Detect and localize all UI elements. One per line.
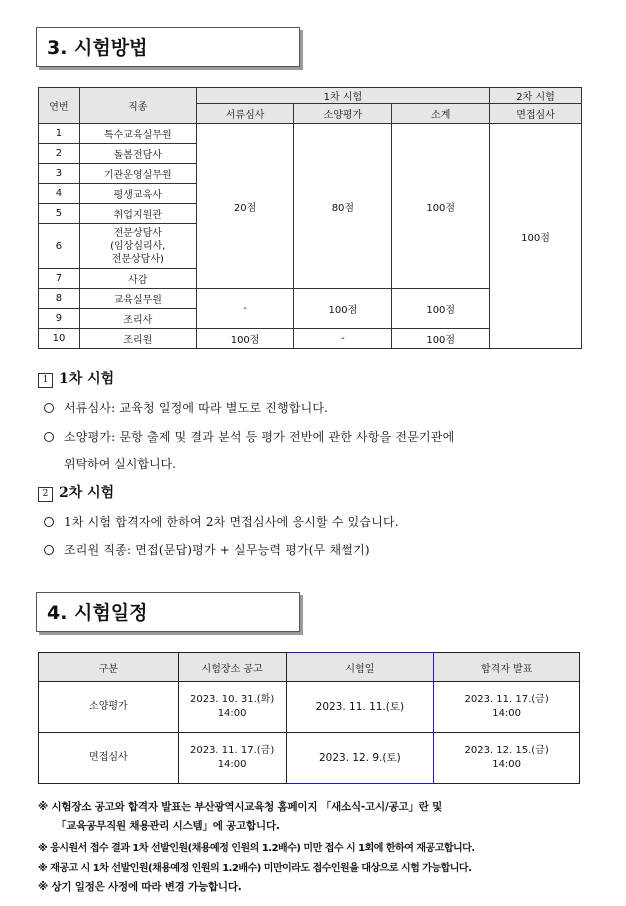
header-result: 합격자 발표 [434, 653, 580, 682]
row-result [434, 682, 580, 733]
note-line: ※ 시험장소 공고와 합격자 발표는 부산광역시교육청 홈페이지 「새소식-고시/공고」란 및 [38, 801, 443, 813]
header-exam-date: 시험일 [286, 653, 434, 682]
header-second-exam: 2차 시험 [490, 88, 582, 104]
note-line: 「교육공무직원 채용관리 시스템」에 공고합니다. [56, 820, 280, 832]
row-job-line: 전문상담사) [111, 253, 164, 265]
header-first-exam: 1차 시험 [196, 88, 489, 104]
subsection-first-exam [38, 368, 114, 388]
row-job-line: 전문상담사 [113, 227, 162, 239]
bullet-continuation: 위탁하여 실시합니다. [64, 457, 176, 471]
row10-doc-score: 100점 [196, 329, 294, 349]
row-job [79, 224, 196, 269]
notice-date: 2023. 10. 31.(화) [189, 694, 275, 705]
header-skill-eval: 소양평가 [294, 104, 392, 124]
circle-bullet-icon [44, 432, 54, 442]
number-box-icon: 2 [38, 487, 53, 502]
group2-skill-score: 100점 [294, 289, 392, 329]
row-type: 면접심사 [39, 733, 179, 784]
notice-time: 14:00 [217, 708, 247, 719]
row-no: 2 [39, 144, 80, 164]
notice-time: 14:00 [217, 759, 247, 770]
row-job: 기관운영실무원 [79, 164, 196, 184]
header-no: 연번 [39, 88, 80, 124]
group1-subtotal: 100점 [392, 124, 490, 289]
row-exam-date: 2023. 11. 11.(토) [286, 682, 434, 733]
circle-bullet-icon [44, 517, 54, 527]
exam-schedule-table [38, 652, 580, 784]
note-line: ※ 상기 일정은 사정에 따라 변경 가능합니다. [38, 881, 242, 893]
header-interview: 면접심사 [490, 104, 582, 124]
group2-subtotal: 100점 [392, 289, 490, 329]
note-line: ※ 재공고 시 1차 선발인원(채용예정 인원의 1.2배수) 미만이라도 접수인원을 대상으로 시험 가능합니다. [38, 863, 472, 874]
row-job: 교육실무원 [79, 289, 196, 309]
row-no: 6 [39, 224, 80, 269]
row10-subtotal: 100점 [392, 329, 490, 349]
group1-doc-score: 20점 [196, 124, 294, 289]
row-type: 소양평가 [39, 682, 179, 733]
row-job: 특수교육실무원 [79, 124, 196, 144]
bullet-item [44, 428, 454, 445]
row-no: 3 [39, 164, 80, 184]
row-job: 돌봄전담사 [79, 144, 196, 164]
table-row [39, 124, 582, 144]
row-job: 취업지원관 [79, 204, 196, 224]
number-box-icon: 1 [38, 373, 53, 388]
row-no: 8 [39, 289, 80, 309]
subsection-second-exam [38, 482, 114, 502]
row-no: 5 [39, 204, 80, 224]
header-notice: 시험장소 공고 [178, 653, 286, 682]
row-job-line: (임상심리사, [110, 240, 166, 252]
bullet-text: 1차 시험 합격자에 한하여 2차 면접심사에 응시할 수 있습니다. [64, 515, 399, 529]
row-job: 평생교육사 [79, 184, 196, 204]
circle-bullet-icon [44, 403, 54, 413]
group1-skill-score: 80점 [294, 124, 392, 289]
row-exam-date: 2023. 12. 9.(토) [286, 733, 434, 784]
row-job: 사감 [79, 269, 196, 289]
result-date: 2023. 12. 15.(금) [464, 745, 549, 756]
table-row [39, 682, 580, 733]
header-doc-review: 서류심사 [196, 104, 294, 124]
bullet-text: 서류심사: 교육청 일정에 따라 별도로 진행합니다. [64, 401, 329, 415]
bullet-text: 소양평가: 문항 출제 및 결과 분석 등 평가 전반에 관한 사항을 전문기관에 [64, 430, 455, 444]
row-result [434, 733, 580, 784]
row-notice [178, 733, 286, 784]
result-time: 14:00 [492, 708, 522, 719]
header-job: 직종 [79, 88, 196, 124]
exam-method-table [38, 87, 582, 349]
circle-bullet-icon [44, 545, 54, 555]
header-type: 구분 [39, 653, 179, 682]
result-time: 14:00 [492, 759, 522, 770]
note-line: ※ 응시원서 접수 결과 1차 선발인원(채용예정 인원의 1.2배수) 미만 접수 시 1회에 한하여 재공고합니다. [38, 843, 475, 854]
header-subtotal: 소계 [392, 104, 490, 124]
row-no: 4 [39, 184, 80, 204]
subsection-title: 2차 시험 [59, 485, 115, 501]
row-no: 9 [39, 309, 80, 329]
section-4-title: 4. 시험일정 [36, 592, 300, 632]
row-notice [178, 682, 286, 733]
row-no: 7 [39, 269, 80, 289]
bullet-text: 조리원 직종: 면접(문답)평가 + 실무능력 평가(무 채썰기) [64, 543, 370, 557]
subsection-title: 1차 시험 [59, 371, 115, 387]
interview-score: 100점 [490, 124, 582, 349]
group2-doc-score: - [196, 289, 294, 329]
row-job: 조리원 [79, 329, 196, 349]
bullet-item [44, 399, 328, 416]
table-row [39, 733, 580, 784]
row-no: 10 [39, 329, 80, 349]
bullet-item [44, 513, 399, 530]
notice-date: 2023. 11. 17.(금) [189, 745, 275, 756]
row-job: 조리사 [79, 309, 196, 329]
section-3-title: 3. 시험방법 [36, 27, 300, 67]
row10-skill-score: - [294, 329, 392, 349]
result-date: 2023. 11. 17.(금) [464, 694, 549, 705]
row-no: 1 [39, 124, 80, 144]
bullet-item [44, 541, 370, 558]
